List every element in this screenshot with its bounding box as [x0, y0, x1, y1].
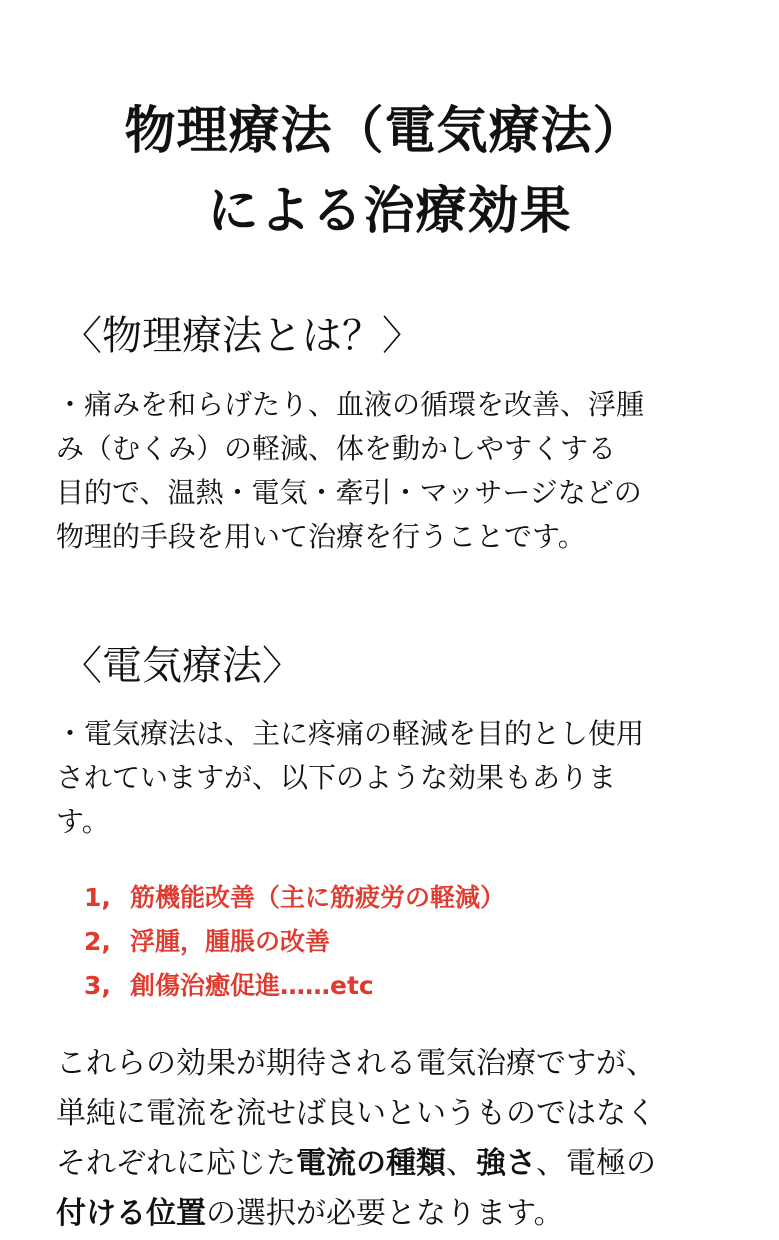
text-line: す。 — [56, 805, 110, 838]
list-item — [84, 920, 505, 964]
text-line: 物理的手段を用いて治療を行うことです。 — [56, 520, 586, 553]
text-line: 目的で、温熱・電気・牽引・マッサージなどの — [56, 476, 642, 509]
text-line: これらの効果が期待される電気治療ですが、 — [56, 1046, 656, 1081]
text-line: ・電気療法は、主に疼痛の軽減を目的とし使用 — [56, 717, 645, 750]
electrotherapy-description — [56, 712, 756, 844]
page-title — [0, 92, 779, 252]
text-run: 、電極の — [536, 1146, 656, 1181]
text-line: されていますが、以下のような効果もありま — [56, 761, 617, 794]
closing-paragraph — [56, 1039, 656, 1239]
title-line-1: 物理療法（電気療法） — [124, 102, 645, 161]
list-item — [84, 876, 505, 920]
emphasis-current-type: 電流の種類 — [296, 1146, 446, 1181]
item-text: 浮腫，腫脹の改善 — [130, 927, 331, 956]
text-line: 単純に電流を流せば良いというものではなく — [56, 1096, 656, 1131]
item-number: 3, — [84, 971, 111, 1000]
item-text: 創傷治癒促進……etc — [130, 971, 374, 1000]
item-number: 1, — [84, 883, 111, 912]
item-text: 筋機能改善（主に筋疲労の軽減） — [130, 883, 506, 912]
section-heading-electrotherapy: 〈電気療法〉 — [62, 643, 302, 689]
physical-therapy-description — [56, 383, 756, 559]
text-run: それぞれに応じた — [56, 1146, 296, 1181]
item-number: 2, — [84, 927, 111, 956]
text-line: ・痛みを和らげたり、血液の循環を改善、浮腫 — [56, 388, 645, 421]
emphasis-strength: 強さ — [476, 1146, 536, 1181]
text-line — [56, 1189, 656, 1239]
text-line — [56, 1139, 656, 1189]
text-line: み（むくみ）の軽減、体を動かしやすくする — [56, 432, 617, 465]
title-line-2: による治療効果 — [207, 182, 572, 241]
section-heading-physical-therapy: 〈物理療法とは？〉 — [62, 313, 422, 359]
effects-list — [84, 876, 505, 1008]
emphasis-electrode-position: 付ける位置 — [56, 1196, 206, 1231]
text-run: 、 — [446, 1146, 476, 1181]
text-run: の選択が必要となります。 — [206, 1196, 564, 1231]
list-item — [84, 964, 505, 1008]
